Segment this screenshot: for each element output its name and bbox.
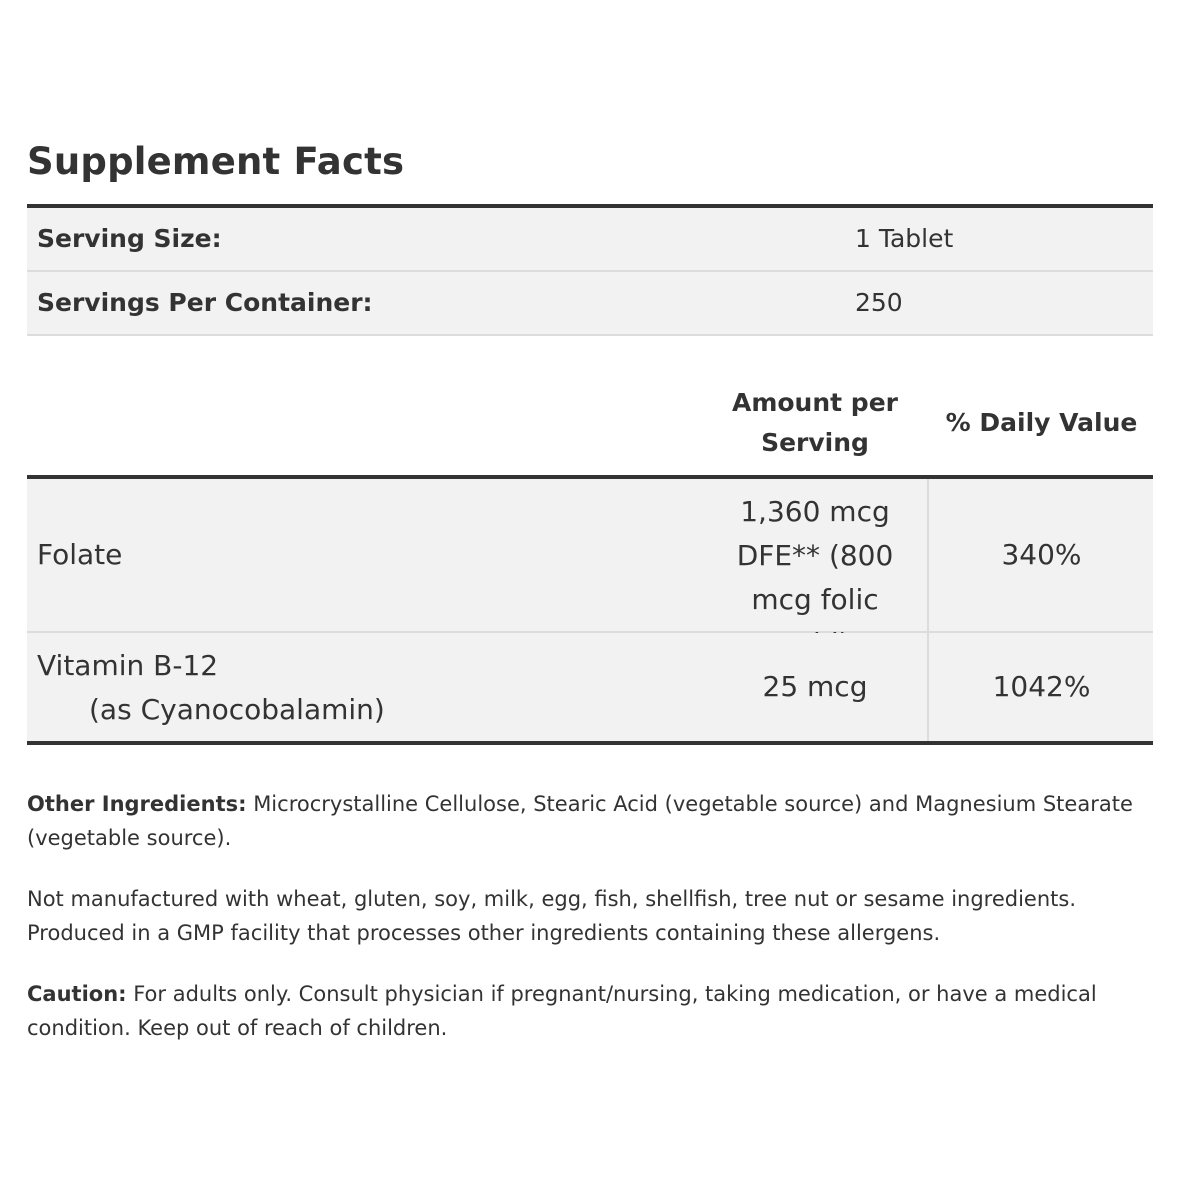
amount-header-line1: Amount per <box>731 388 898 417</box>
nutrient-name: Folate <box>37 538 123 571</box>
caution-text: For adults only. Consult physician if pregnant/nursing, taking medication, or have a medical condition. Keep out of reach of children. <box>27 982 1097 1040</box>
serving-size-value: 1 Tablet <box>855 224 954 253</box>
amount-per-serving-header <box>717 383 913 463</box>
daily-value-header: % Daily Value <box>945 408 1138 437</box>
nutrient-name-cell <box>37 644 385 732</box>
allergen-statement: Not manufactured with wheat, gluten, soy, milk, egg, fish, shellfish, tree nut or sesame ingredients. Produced in a GMP facility that processes other ingredients containing these allergens. <box>27 887 1077 945</box>
amount-header-line2: Serving <box>761 428 869 457</box>
table-row <box>27 479 1153 633</box>
servings-per-container-value: 250 <box>855 288 903 317</box>
nutrient-source: (as Cyanocobalamin) <box>89 693 385 726</box>
servings-per-container-label: Servings Per Container: <box>37 288 373 317</box>
serving-size-row <box>27 208 1153 272</box>
caution-label: Caution: <box>27 982 127 1006</box>
nutrient-amount-line: mcg folic <box>751 583 879 616</box>
nutrient-daily-value: 340% <box>1001 538 1082 571</box>
other-ingredients-label: Other Ingredients: <box>27 792 247 816</box>
column-divider <box>927 633 929 741</box>
nutrient-amount-line: DFE** (800 <box>736 539 894 572</box>
other-ingredients-text: Microcrystalline Cellulose, Stearic Acid (vegetable source) and Magnesium Stearate (vegetable source). <box>27 792 1133 850</box>
label-notes <box>27 787 1147 1072</box>
nutrient-daily-value: 1042% <box>992 670 1091 703</box>
table-row <box>27 633 1153 741</box>
servings-per-container-row <box>27 272 1153 336</box>
nutrient-table <box>27 475 1153 745</box>
nutrient-table-header <box>27 380 1153 475</box>
serving-info-table <box>27 204 1153 336</box>
nutrient-amount-line: 1,360 mcg <box>740 495 890 528</box>
column-divider <box>927 479 929 631</box>
page-title: Supplement Facts <box>27 140 405 183</box>
other-ingredients <box>27 787 1147 855</box>
nutrient-amount: 25 mcg <box>762 670 868 703</box>
nutrient-name: Vitamin B-12 <box>37 649 219 682</box>
serving-size-label: Serving Size: <box>37 224 222 253</box>
caution-statement <box>27 977 1147 1045</box>
